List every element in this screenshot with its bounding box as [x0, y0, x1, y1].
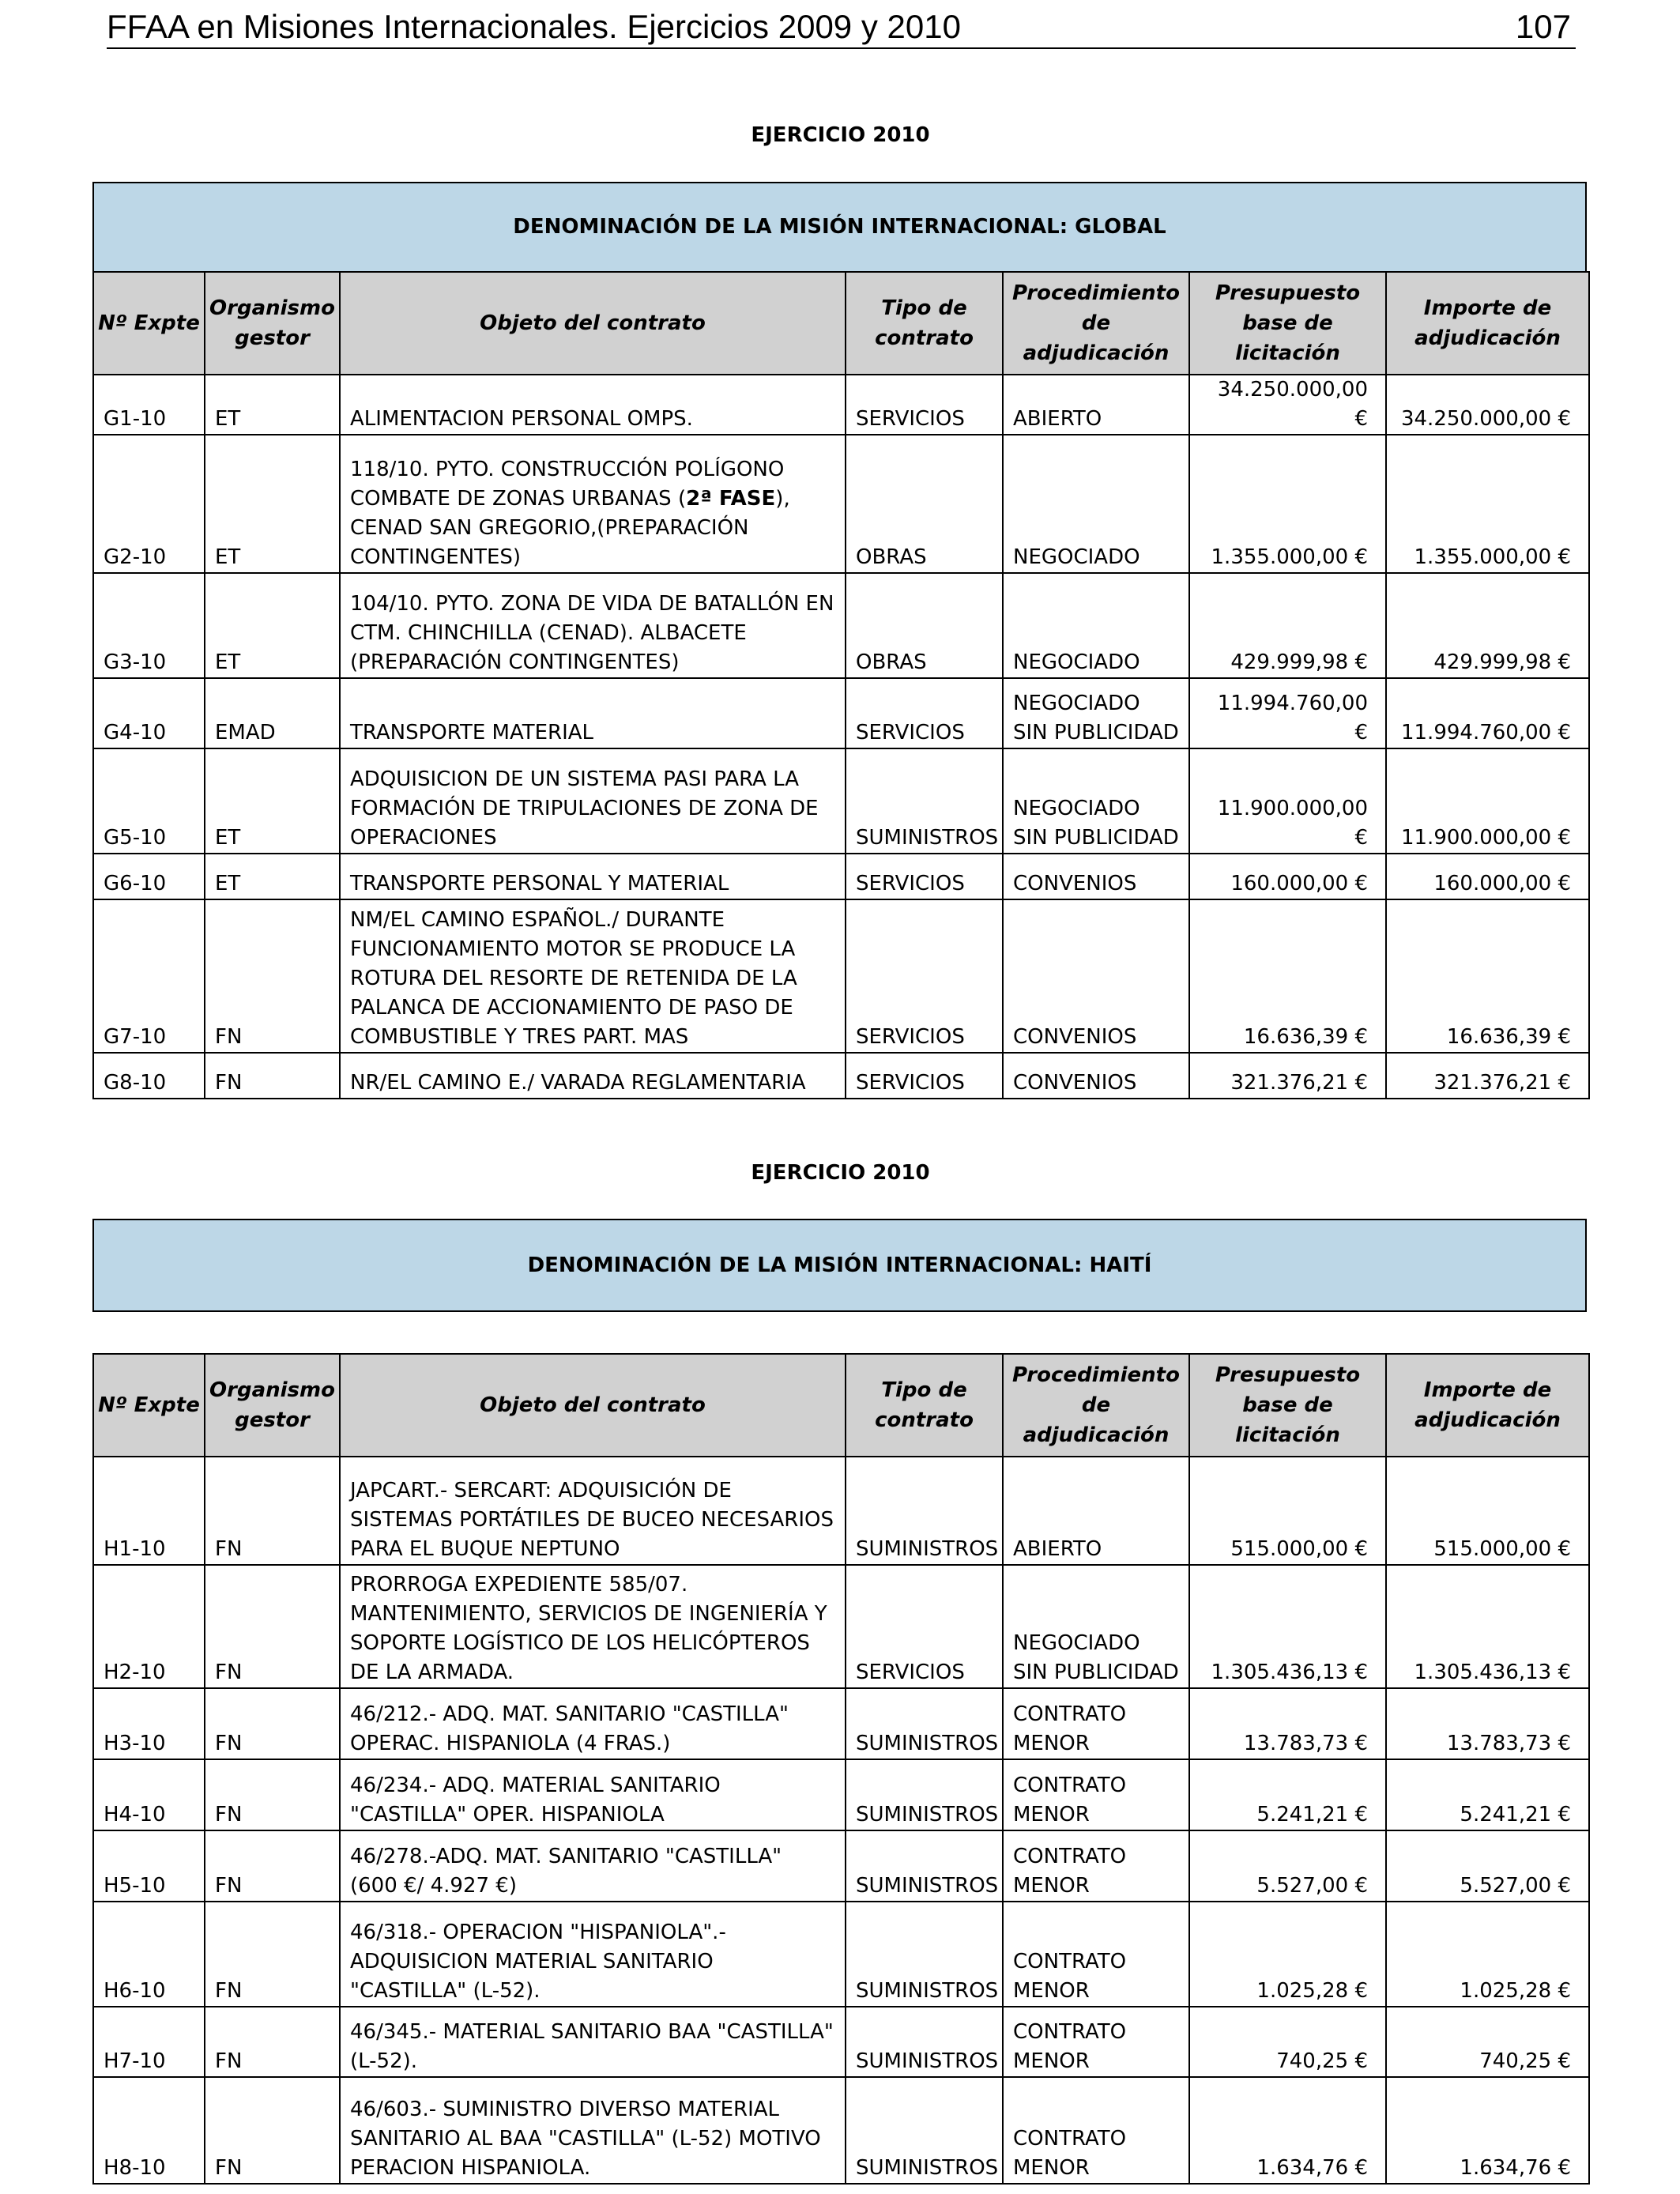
table-header-row	[93, 1354, 1589, 1457]
cell-objeto: 46/603.- SUMINISTRO DIVERSO MATERIAL SANITARIO AL BAA "CASTILLA" (L-52) MOTIVO PERACION HISPANIOLA.	[340, 2077, 846, 2184]
cell-expte: H2-10	[93, 1565, 205, 1688]
cell-importe: 1.355.000,00 €	[1386, 435, 1589, 573]
cell-expte: H5-10	[93, 1830, 205, 1902]
cell-organismo: ET	[205, 854, 340, 899]
col-header-procedimiento: Procedimiento de adjudicación	[1003, 272, 1189, 375]
col-header-presupuesto: Presupuesto base de licitación	[1189, 272, 1386, 375]
cell-procedimiento: NEGOCIADO SIN PUBLICIDAD	[1003, 1565, 1189, 1688]
cell-organismo: FN	[205, 1830, 340, 1902]
cell-organismo: FN	[205, 1565, 340, 1688]
cell-presupuesto: 1.025,28 €	[1189, 1902, 1386, 2007]
objeto-text: 118/10. PYTO. CONSTRUCCIÓN POLÍGONO COMBATE DE ZONAS URBANAS (	[350, 458, 785, 511]
cell-procedimiento: CONTRATO MENOR	[1003, 1830, 1189, 1902]
mision-banner: DENOMINACIÓN DE LA MISIÓN INTERNACIONAL: GLOBAL	[92, 182, 1587, 273]
cell-presupuesto: 1.355.000,00 €	[1189, 435, 1386, 573]
table-row	[93, 1759, 1589, 1830]
cell-procedimiento: CONTRATO MENOR	[1003, 1759, 1189, 1830]
table-row	[93, 1830, 1589, 1902]
cell-objeto: 46/234.- ADQ. MATERIAL SANITARIO "CASTILLA" OPER. HISPANIOLA	[340, 1759, 846, 1830]
cell-tipo: OBRAS	[846, 435, 1003, 573]
cell-importe: 160.000,00 €	[1386, 854, 1589, 899]
cell-organismo: FN	[205, 2077, 340, 2184]
document-title: FFAA en Misiones Internacionales. Ejercicios 2009 y 2010	[107, 8, 961, 45]
cell-importe: 1.305.436,13 €	[1386, 1565, 1589, 1688]
cell-tipo: SERVICIOS	[846, 854, 1003, 899]
cell-expte: H6-10	[93, 1902, 205, 2007]
cell-tipo: SERVICIOS	[846, 375, 1003, 435]
table-row	[93, 2077, 1589, 2184]
mision-banner: DENOMINACIÓN DE LA MISIÓN INTERNACIONAL: HAITÍ	[92, 1219, 1587, 1312]
table-row	[93, 1688, 1589, 1759]
cell-tipo: SUMINISTROS	[846, 1457, 1003, 1565]
cell-importe: 1.634,76 €	[1386, 2077, 1589, 2184]
cell-objeto: 104/10. PYTO. ZONA DE VIDA DE BATALLÓN EN CTM. CHINCHILLA (CENAD). ALBACETE (PREPARACIÓN CONTINGENTES)	[340, 573, 846, 678]
cell-importe: 1.025,28 €	[1386, 1902, 1589, 2007]
cell-presupuesto: 1.305.436,13 €	[1189, 1565, 1386, 1688]
cell-presupuesto: 11.900.000,00 €	[1189, 748, 1386, 854]
cell-expte: G6-10	[93, 854, 205, 899]
cell-tipo: SERVICIOS	[846, 1053, 1003, 1099]
cell-presupuesto: 11.994.760,00 €	[1189, 678, 1386, 748]
cell-presupuesto: 1.634,76 €	[1189, 2077, 1386, 2184]
table-row	[93, 1565, 1589, 1688]
cell-objeto: 46/212.- ADQ. MAT. SANITARIO "CASTILLA" OPERAC. HISPANIOLA (4 FRAS.)	[340, 1688, 846, 1759]
cell-objeto: 46/318.- OPERACION "HISPANIOLA".- ADQUISICION MATERIAL SANITARIO "CASTILLA" (L-52).	[340, 1902, 846, 2007]
cell-presupuesto: 5.241,21 €	[1189, 1759, 1386, 1830]
table-row	[93, 678, 1589, 748]
col-header-tipo: Tipo de contrato	[846, 272, 1003, 375]
cell-expte: G5-10	[93, 748, 205, 854]
cell-presupuesto: 429.999,98 €	[1189, 573, 1386, 678]
cell-importe: 5.241,21 €	[1386, 1759, 1589, 1830]
col-header-importe: Importe de adjudicación	[1386, 1354, 1589, 1457]
cell-expte: G1-10	[93, 375, 205, 435]
cell-procedimiento: NEGOCIADO	[1003, 573, 1189, 678]
cell-organismo: EMAD	[205, 678, 340, 748]
contracts-table-global	[92, 271, 1590, 1099]
cell-organismo: ET	[205, 573, 340, 678]
cell-presupuesto: 160.000,00 €	[1189, 854, 1386, 899]
cell-tipo: SUMINISTROS	[846, 2007, 1003, 2077]
cell-expte: H1-10	[93, 1457, 205, 1565]
cell-importe: 34.250.000,00 €	[1386, 375, 1589, 435]
cell-procedimiento: CONTRATO MENOR	[1003, 1688, 1189, 1759]
cell-expte: H4-10	[93, 1759, 205, 1830]
col-header-organismo: Organismo gestor	[205, 272, 340, 375]
cell-tipo: SUMINISTROS	[846, 748, 1003, 854]
cell-expte: G7-10	[93, 899, 205, 1053]
cell-importe: 16.636,39 €	[1386, 899, 1589, 1053]
cell-importe: 740,25 €	[1386, 2007, 1589, 2077]
cell-tipo: SUMINISTROS	[846, 1830, 1003, 1902]
cell-organismo: FN	[205, 2007, 340, 2077]
cell-expte: G4-10	[93, 678, 205, 748]
cell-presupuesto: 740,25 €	[1189, 2007, 1386, 2077]
cell-tipo: SERVICIOS	[846, 899, 1003, 1053]
col-header-expte: Nº Expte	[93, 272, 205, 375]
cell-tipo: SUMINISTROS	[846, 2077, 1003, 2184]
cell-objeto	[340, 435, 846, 573]
table-row	[93, 375, 1589, 435]
contracts-table-haiti	[92, 1353, 1590, 2185]
cell-tipo: SERVICIOS	[846, 678, 1003, 748]
ejercicio-heading: EJERCICIO 2010	[751, 123, 930, 147]
cell-procedimiento: NEGOCIADO SIN PUBLICIDAD	[1003, 678, 1189, 748]
table-row	[93, 899, 1589, 1053]
cell-organismo: FN	[205, 1053, 340, 1099]
cell-tipo: OBRAS	[846, 573, 1003, 678]
col-header-objeto: Objeto del contrato	[340, 1354, 846, 1457]
col-header-tipo: Tipo de contrato	[846, 1354, 1003, 1457]
cell-presupuesto: 34.250.000,00 €	[1189, 375, 1386, 435]
cell-objeto: TRANSPORTE MATERIAL	[340, 678, 846, 748]
page-number: 107	[1515, 8, 1571, 45]
cell-objeto: ADQUISICION DE UN SISTEMA PASI PARA LA FORMACIÓN DE TRIPULACIONES DE ZONA DE OPERACIONES	[340, 748, 846, 854]
cell-expte: H7-10	[93, 2007, 205, 2077]
table-header-row	[93, 272, 1589, 375]
cell-importe: 13.783,73 €	[1386, 1688, 1589, 1759]
cell-procedimiento: CONTRATO MENOR	[1003, 2007, 1189, 2077]
table-row	[93, 1902, 1589, 2007]
cell-presupuesto: 5.527,00 €	[1189, 1830, 1386, 1902]
cell-presupuesto: 16.636,39 €	[1189, 899, 1386, 1053]
col-header-importe: Importe de adjudicación	[1386, 272, 1589, 375]
cell-presupuesto: 321.376,21 €	[1189, 1053, 1386, 1099]
cell-presupuesto: 515.000,00 €	[1189, 1457, 1386, 1565]
table-row	[93, 1457, 1589, 1565]
table-row	[93, 854, 1589, 899]
cell-organismo: FN	[205, 1457, 340, 1565]
ejercicio-heading: EJERCICIO 2010	[751, 1161, 930, 1185]
cell-expte: H3-10	[93, 1688, 205, 1759]
cell-importe: 5.527,00 €	[1386, 1830, 1589, 1902]
cell-objeto: ALIMENTACION PERSONAL OMPS.	[340, 375, 846, 435]
cell-tipo: SUMINISTROS	[846, 1688, 1003, 1759]
cell-procedimiento: CONVENIOS	[1003, 1053, 1189, 1099]
table-row	[93, 2007, 1589, 2077]
cell-objeto: PRORROGA EXPEDIENTE 585/07. MANTENIMIENTO, SERVICIOS DE INGENIERÍA Y SOPORTE LOGÍSTICO DE LOS HELICÓPTEROS DE LA ARMADA.	[340, 1565, 846, 1688]
cell-procedimiento: NEGOCIADO	[1003, 435, 1189, 573]
cell-expte: H8-10	[93, 2077, 205, 2184]
cell-procedimiento: ABIERTO	[1003, 375, 1189, 435]
cell-objeto: JAPCART.- SERCART: ADQUISICIÓN DE SISTEMAS PORTÁTILES DE BUCEO NECESARIOS PARA EL BUQUE NEPTUNO	[340, 1457, 846, 1565]
cell-objeto: TRANSPORTE PERSONAL Y MATERIAL	[340, 854, 846, 899]
col-header-presupuesto: Presupuesto base de licitación	[1189, 1354, 1386, 1457]
col-header-organismo: Organismo gestor	[205, 1354, 340, 1457]
cell-organismo: FN	[205, 899, 340, 1053]
table-row	[93, 573, 1589, 678]
cell-procedimiento: CONVENIOS	[1003, 854, 1189, 899]
cell-procedimiento: NEGOCIADO SIN PUBLICIDAD	[1003, 748, 1189, 854]
objeto-text: ), CENAD SAN GREGORIO,(PREPARACIÓN CONTINGENTES)	[350, 487, 790, 569]
col-header-procedimiento: Procedimiento de adjudicación	[1003, 1354, 1189, 1457]
cell-tipo: SUMINISTROS	[846, 1759, 1003, 1830]
cell-expte: G8-10	[93, 1053, 205, 1099]
page-header	[107, 3, 1576, 49]
cell-expte: G2-10	[93, 435, 205, 573]
cell-organismo: FN	[205, 1759, 340, 1830]
cell-tipo: SERVICIOS	[846, 1565, 1003, 1688]
cell-objeto: 46/278.-ADQ. MAT. SANITARIO "CASTILLA" (600 €/ 4.927 €)	[340, 1830, 846, 1902]
cell-procedimiento: CONVENIOS	[1003, 899, 1189, 1053]
cell-importe: 321.376,21 €	[1386, 1053, 1589, 1099]
cell-importe: 515.000,00 €	[1386, 1457, 1589, 1565]
cell-presupuesto: 13.783,73 €	[1189, 1688, 1386, 1759]
cell-importe: 11.994.760,00 €	[1386, 678, 1589, 748]
table-row	[93, 748, 1589, 854]
cell-organismo: ET	[205, 435, 340, 573]
cell-expte: G3-10	[93, 573, 205, 678]
table-row	[93, 435, 1589, 573]
cell-importe: 11.900.000,00 €	[1386, 748, 1589, 854]
cell-objeto: NR/EL CAMINO E./ VARADA REGLAMENTARIA	[340, 1053, 846, 1099]
cell-objeto: 46/345.- MATERIAL SANITARIO BAA "CASTILLA" (L-52).	[340, 2007, 846, 2077]
cell-procedimiento: ABIERTO	[1003, 1457, 1189, 1565]
cell-organismo: FN	[205, 1688, 340, 1759]
cell-organismo: FN	[205, 1902, 340, 2007]
col-header-objeto: Objeto del contrato	[340, 272, 846, 375]
cell-procedimiento: CONTRATO MENOR	[1003, 2077, 1189, 2184]
col-header-expte: Nº Expte	[93, 1354, 205, 1457]
cell-tipo: SUMINISTROS	[846, 1902, 1003, 2007]
table-row	[93, 1053, 1589, 1099]
cell-organismo: ET	[205, 375, 340, 435]
objeto-bold-text: 2ª FASE	[686, 487, 776, 511]
cell-organismo: ET	[205, 748, 340, 854]
cell-objeto: NM/EL CAMINO ESPAÑOL./ DURANTE FUNCIONAMIENTO MOTOR SE PRODUCE LA ROTURA DEL RESORTE DE RETENIDA DE LA PALANCA DE ACCIONAMIENTO DE PASO DE COMBUSTIBLE Y TRES PART. MAS	[340, 899, 846, 1053]
cell-importe: 429.999,98 €	[1386, 573, 1589, 678]
cell-procedimiento: CONTRATO MENOR	[1003, 1902, 1189, 2007]
